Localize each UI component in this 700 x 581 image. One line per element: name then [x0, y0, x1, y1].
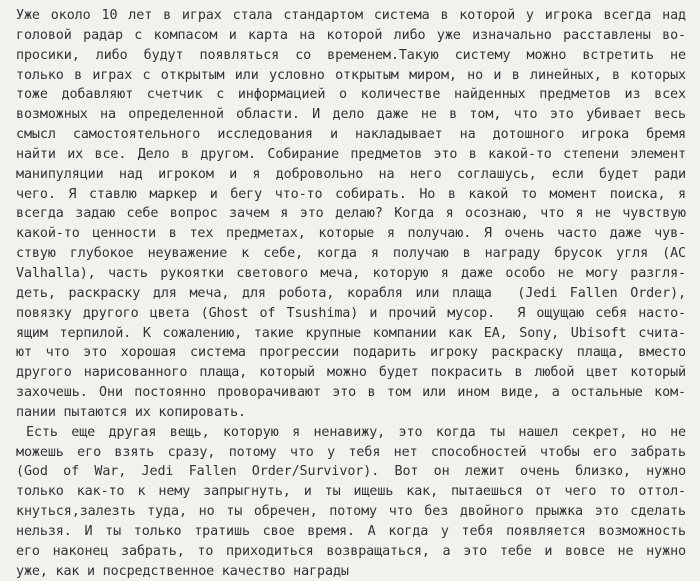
text-line: Уже около 10 лет в играх стала стандартом система в которой у игрока всегда над — [16, 8, 686, 23]
text-line: уже, как и посредственное качество награды — [16, 563, 349, 579]
text-line: другого нарисованного плаща, который можно будет покрасить в любой цвет который — [16, 365, 686, 381]
text-line: ствую глубокое неуважение к себе, когда я получаю в награду брусок угля (AC — [16, 246, 686, 262]
text-line: ют что это хорошая система прогрессии подарить игроку раскраску плаща, вместо — [16, 345, 686, 361]
paragraph-1 — [16, 6, 686, 423]
text-line: смысл самостоятельного исследования и накладывает на дотошного игрока бремя — [16, 127, 686, 143]
text-line: найти их все. Дело в другом. Собирание предметов это в какой-то степени элемент — [16, 146, 686, 162]
text-line: только в играх с открытым или условно открытым миром, но и в линейных, в которых — [16, 67, 686, 83]
text-line: какой-то ценности в тех предметах, которые я получаю. Я очень часто даже чув- — [16, 226, 686, 242]
text-line: Valhalla), часть рукоятки светового меча, которую я даже особо не могу разгля- — [16, 265, 686, 281]
text-line: головой радар с компасом и карта на которой либо уже изначально расставлены во- — [16, 27, 686, 43]
text-line: кнуться,залезть туда, но ты обречен, потому что без двойного прыжка это сделать — [16, 504, 686, 520]
text-line: его наконец забрать, то приходиться возвращаться, а это тебе и вовсе не нужно — [16, 543, 686, 559]
text-line: чего. Я ставлю маркер и бегу что-то собирать. Но в какой то момент поиска, я — [16, 186, 686, 202]
text-line: повязку другого цвета (Ghost of Tsushima) и прочий мусор. Я ощущаю себя насто- — [16, 305, 686, 321]
text-line: пании пытаются их копировать. — [16, 404, 246, 420]
text-line: нельзя. И ты только тратишь свое время. А когда у тебя появляется возможность — [16, 523, 686, 539]
text-line: всегда задаю себе вопрос зачем я это делаю? Когда я осознаю, что я не чувствую — [16, 206, 686, 222]
text-line: можешь его взять сразу, потому что у тебя нет способностей чтобы его забрать — [16, 444, 686, 460]
text-line: Есть еще другая вещь, которую я ненавижу, это когда ты нашел секрет, но не — [26, 424, 686, 440]
text-line: ящим терпилой. К сожалению, такие крупные компании как EA, Sony, Ubisoft счита- — [16, 325, 686, 341]
article-body — [16, 6, 686, 581]
text-line: просики, либо будут появляться со временем.Такую систему можно встретить не — [16, 47, 686, 63]
text-line: тоже добавляют счетчик с информацией о количестве найденных предметов из всех — [16, 87, 686, 103]
text-line: захочешь. Они постоянно проворачивают это в том или ином виде, а остальные ком- — [16, 385, 686, 401]
text-line: манипуляции над игроком и я добровольно на него соглашусь, если будет ради — [16, 166, 686, 182]
text-line: (God of War, Jedi Fallen Order/Survivor). Вот он лежит очень близко, нужно — [16, 464, 686, 480]
paragraph-2 — [16, 423, 686, 581]
text-line: только как-то к нему запрыгнуть, и ты ищешь как, пытаешься от чего то оттол- — [16, 484, 686, 500]
text-line: возможных на определенной области. И дело даже не в том, что это убивает весь — [16, 107, 686, 123]
text-line: деть, раскраску для меча, для робота, корабля или плаща (Jedi Fallen Order), — [16, 285, 686, 301]
